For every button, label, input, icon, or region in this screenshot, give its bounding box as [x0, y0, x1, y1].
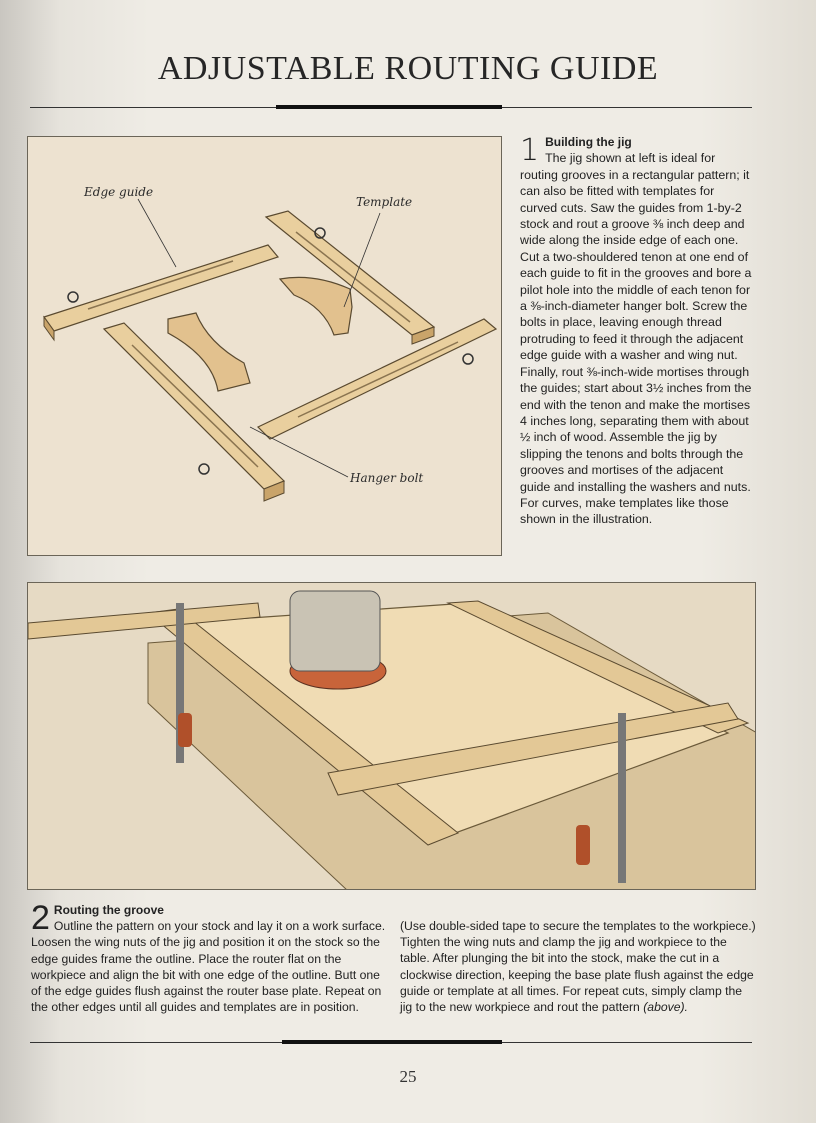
router-motor [290, 591, 380, 671]
clamp-right [618, 713, 626, 883]
callout-edge-guide: Edge guide [84, 185, 154, 199]
washer-left [68, 292, 78, 302]
step2-body-left: Outline the pattern on your stock and lay it on a work surface. Loosen the wing nuts of the jig and position it on the stock so the edge guides frame the outline. Place the router flat on the workpiece and align the bit with one edge of the outline. Butt one of the edge guides flush against the router base plate. Repeat on the other edges until all guides and templates are in position. [31, 919, 386, 1015]
step1-body: The jig shown at left is ideal for routing grooves in a rectangular pattern; it can also be fitted with templates for curved cuts. Saw the guides from 1-by-2 stock and rout a groove ⅜ inch deep and wide along the inside edge of each one. Cut a two-shouldered tenon at one end of each guide to fit in the grooves and bore a pilot hole into the middle of each tenon for a ⅜-inch-diameter hanger bolt. Screw the bolts in place, leaving enough thread protruding to feed it through the adjacent edge guide with a washer and wing nut. Finally, rout ⅜-inch-wide mortises through the guides; start about 3½ inches from the end with the tenon and make the mortises 4 inches long, separating them with about ½ inch of wood. Assemble the jig by slipping the tenons and bolts through the grooves and mortises of the adjacent guide and installing the washers and nuts. For curves, make templates like those shown in the illustration. [520, 151, 752, 527]
page-number: 25 [399, 1067, 417, 1086]
bottom-rule-accent [282, 1040, 502, 1044]
top-rule-accent [276, 105, 502, 109]
step2-number: 2 [31, 899, 50, 937]
jig-drawing [28, 137, 503, 557]
step2-body-right: (Use double-sided tape to secure the templates to the workpiece.) Tighten the wing nuts and clamp the jig and workpiece to the table. After plunging the bit into the stock, make the cut in a clockwise direction, keeping the base plate flush against the edge guide or template at all times. For repeat cuts, simply clamp the jig to the new workpiece and rout the pattern [400, 919, 756, 1015]
step2-text-right [400, 918, 756, 1015]
step2-body-right-end: (above). [643, 1000, 688, 1015]
template-curved-right [280, 277, 352, 335]
step1-heading: Building the jig [545, 135, 632, 149]
routing-drawing [28, 583, 756, 890]
page-title: ADJUSTABLE ROUTING GUIDE [157, 50, 659, 87]
clamp-handle-left [178, 713, 192, 747]
clamp-handle-right [576, 825, 590, 865]
washer-right [463, 354, 473, 364]
step2-text-left [31, 899, 389, 1015]
step1-text-block [520, 134, 754, 528]
washer-bottom [199, 464, 209, 474]
figure-jig-illustration [27, 136, 502, 556]
callout-hanger-bolt: Hanger bolt [350, 471, 424, 485]
edge-guide-top-left [44, 245, 278, 331]
step1-number: 1 [520, 133, 540, 168]
step2-heading: Routing the groove [53, 903, 164, 917]
figure-routing-illustration [27, 582, 756, 890]
callout-template: Template [356, 195, 413, 209]
edge-guide-right [258, 319, 496, 439]
